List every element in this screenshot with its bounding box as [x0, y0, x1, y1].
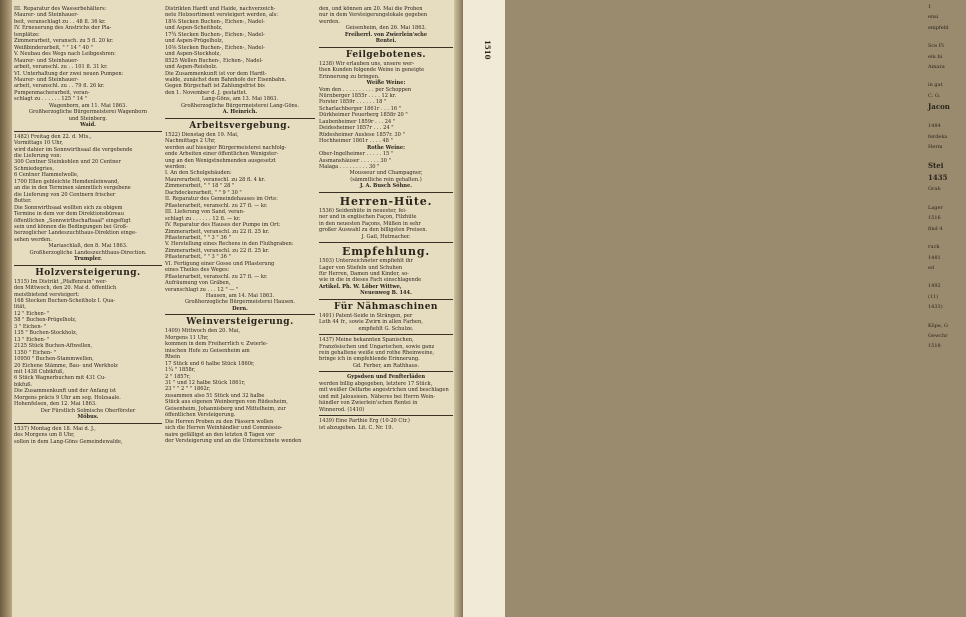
- col1-line: beit, veranschlagt zu . . 48 fl. 36 kr.: [14, 18, 106, 25]
- col2-line: 10⅜ Stecken Buchen-, Eichen-, Nadel-: [165, 44, 265, 51]
- col2-line: Hausen, am 14. Mai 1863.: [205, 293, 275, 300]
- col3-line: empfiehlt G. Schulze.: [358, 325, 414, 332]
- col2-line: 17 Stück und 6 halbe Stück 1860r,: [165, 360, 255, 367]
- col1-line: herzoglicher Landeszuchthaus-Direktion einge-: [14, 230, 137, 237]
- next-page-fragment: Gewchr: [928, 332, 948, 339]
- col3-line: Weiße Weine:: [366, 80, 406, 87]
- col2-line: Zimmerarbeit, veranschl. zu 22 fl. 25 kr.: [165, 228, 270, 235]
- divider: [319, 371, 453, 372]
- col1-line: Großherzogliche Landeszuchthaus-Direction.: [29, 249, 147, 256]
- col1-line: meistbietend versteigert:: [14, 291, 80, 298]
- next-page-fragment: Sce Fl: [928, 43, 944, 50]
- col1-line: VI. Unterhaltung der zwei neuen Pumpen:: [14, 70, 124, 77]
- col2-line: III. Lieferung von Sand, veran-: [165, 209, 245, 216]
- col1-line: Maurer- und Steinhauer-: [14, 76, 79, 83]
- next-page-fragment: find 4: [928, 225, 943, 232]
- col1-line: Hohenfelsen, den 12. Mai 1863.: [14, 401, 97, 408]
- col3-line: und mit Jalousieen. Näheres bei Herrn Wein-: [319, 393, 436, 400]
- col1-line: IV. Erneuerung des Anstrichs der Pla-: [14, 25, 112, 32]
- col1-line: Schmiedegries,: [14, 165, 54, 172]
- col3-line: Erinnerung zu bringen.: [319, 73, 380, 80]
- col3-line: großer Auswahl zu den billigsten Preisen.: [319, 227, 428, 234]
- col2-line: Zimmerarbeit, veranschl. zu 22 fl. 25 kr.: [165, 247, 270, 254]
- col3-line: Nürnberger 1855r . . . . 12 kr.: [319, 92, 397, 99]
- col2-line: V. Herstellung eines Rechens in den Fluthgraben:: [165, 241, 294, 248]
- col2-line: A. Heinrich.: [222, 109, 258, 116]
- col2-line: Arbeitsvergebung.: [189, 120, 291, 131]
- col1-line: Waid.: [80, 122, 96, 129]
- next-page-fragment: Lager: [928, 204, 943, 211]
- col2-line: Stück aus eigenen Weinbergen von Rüdesheim,: [165, 399, 288, 406]
- next-page-fragment: Amara: [928, 64, 945, 71]
- col3-line: nur in dem Versteigerungslokale gegeben: [319, 12, 428, 19]
- col2-line: naire gefälligst an den letzten 8 Tagen vor: [165, 431, 275, 438]
- divider: [319, 242, 453, 243]
- col3-line: wie in die in dieses Fach einschlagende: [319, 277, 422, 284]
- col1-line: sollen in dem Lang-Göns Gemeindewalde,: [14, 438, 123, 445]
- divider: [319, 334, 453, 335]
- col1-line: schlagt zu . . . . . . 125 " 14 ": [14, 96, 88, 103]
- col3-line: Hochheimer 1861r . . . . 48 ": [319, 138, 393, 145]
- col1-line: den Mittwoch, den 20. Mai d. öffentlich: [14, 285, 117, 292]
- col2-line: Dern.: [232, 305, 248, 312]
- next-page-fragment: ed: [928, 264, 935, 271]
- col2-line: schlagt zu . . . . . . 12 fl. — kr.: [165, 215, 241, 222]
- col2-line: Distrikten Hardt und Haide, nachverzeich-: [165, 6, 276, 12]
- next-page-fragment: 1481: [928, 254, 941, 261]
- col2-line: Aufräumung von Gräben,: [165, 280, 231, 287]
- col1-line: Die Sonnwirthsaal wollten sich zu obigem: [14, 204, 123, 211]
- col3-line: Vom den . . . . . . . . . . per Schoppen: [319, 86, 412, 93]
- col2-line: II. Reparatur des Gemeindehauses im Orte:: [165, 196, 278, 203]
- col2-line: Großherzogliche Bürgermeisterei Lang-Göns.: [180, 102, 300, 109]
- col3-line: J. Gail, Hutmacher.: [361, 233, 411, 240]
- col1-line: Weißbinderarbeit, " " 14 " 40 ": [14, 44, 93, 51]
- col2-line: nete Holzsortiment versteigert werden, als:: [165, 12, 278, 19]
- next-page-fragment: 1484: [928, 123, 941, 130]
- col2-line: 1409) Mittwoch den 20. Mai,: [165, 328, 241, 335]
- col2-line: der Versteigerung und an die Untereichnete wenden: [165, 438, 302, 445]
- next-page-fragment: 1492: [928, 283, 941, 290]
- col1-line: an die in den Terminen sämmtlich vergebene: [14, 185, 131, 192]
- col3-line: 1439) Eine Parthie Erg (10-20 Ctr.): [319, 418, 410, 425]
- col3-line: bringe ich in empfehlende Erinnerung.: [319, 356, 420, 363]
- col1-line: und Steinberg.: [68, 115, 108, 122]
- col2-line: veranschlagt zu . . . 12 " — ": [165, 286, 239, 293]
- col3-line: Geisenheim, den 26. Mai 1863.: [345, 25, 427, 32]
- col3-line: den, und können am 20. Mai die Proben: [319, 6, 423, 12]
- col3-line: mit weißer Oelfarbe angestrichen und beschlagen: [319, 387, 449, 394]
- column-right: [319, 6, 453, 612]
- col2-line: und Aspen-Stockholz,: [165, 51, 221, 58]
- col2-line: ung an den Wenigstnehmenden ausgesetzt: [165, 157, 276, 164]
- col2-line: werden auf hiesiger Bürgermeisterei nachfolg-: [165, 144, 287, 151]
- col3-line: Herren-Hüte.: [339, 194, 433, 208]
- next-page-fragment: Grab: [928, 186, 941, 193]
- col1-line: sehen werden.: [14, 236, 52, 243]
- col3-line: 1491) Patent-Seide in Strängen, per: [319, 312, 413, 319]
- next-page-edge: [462, 0, 950, 617]
- next-page-fragment: Köpe, G: [928, 322, 948, 329]
- col1-line: Großherzogliche Bürgermeisterei Wagenborn: [28, 109, 148, 116]
- col3-line: Gypsdsen und Fenfterläden: [346, 374, 426, 381]
- col3-line: Ober-Ingelheimer . . . . . 15 ": [319, 151, 394, 158]
- page-gutter: [454, 0, 462, 617]
- col1-line: 12 " Eichen- ": [14, 310, 50, 317]
- col1-line: Trumpler.: [74, 256, 102, 263]
- col1-line: wird dahier im Sonnwirthsaal die vergebende: [14, 146, 133, 153]
- col3-line: Freiherrl. von Zwierlein'sche: [344, 31, 428, 38]
- col1-line: sein und können die Bedingungen bei Groß-: [14, 223, 128, 230]
- next-page-fragment: C. G.: [928, 92, 941, 99]
- col1-line: mit 1438 Cubikfuß,: [14, 369, 65, 376]
- col1-line: 58 " Buchen-Prügelholz,: [14, 317, 77, 324]
- divider: [319, 47, 453, 48]
- next-page-fragment: 1518: [928, 343, 941, 350]
- col2-line: Nachmittags 2 Uhr,: [165, 138, 216, 145]
- col2-line: inischen Hofe zu Geisenheim am: [165, 347, 250, 354]
- col1-line: Zimmerarbeit, veransch. zu 5 fl. 20 kr.: [14, 38, 114, 45]
- col2-line: 18⅜ Stecken Buchen-, Eichen-, Nadel-: [165, 18, 265, 25]
- col3-line: Für Nähmaschinen: [334, 301, 438, 312]
- col1-line: Die Zusammenkunft und der Anfang ist: [14, 388, 117, 395]
- divider: [165, 118, 315, 119]
- col1-line: 300 Centner Steinkohlen und 20 Centner: [14, 159, 121, 166]
- next-page-fragment: ruch: [928, 244, 940, 251]
- col2-line: 1¼ " 1858r,: [165, 367, 196, 374]
- col3-line: Dürkheimer Feuerberg 1858r 20 ": [319, 112, 408, 119]
- col2-line: Maurerarbeit, veranschl. zu 28 fl. 4 kr.: [165, 176, 266, 183]
- col1-line: arbeit, veranschl. zu . . 79 fl. 26 kr.: [14, 83, 105, 90]
- col3-line: Lager von Stiefeln und Schuhen: [319, 264, 403, 271]
- col3-line: (sämmtliche rein gehalten.): [350, 176, 422, 183]
- col3-line: ist abzugeben. Lit. C. Nr. 19.: [319, 424, 394, 431]
- next-page-fragment: Herm: [928, 144, 943, 151]
- col1-line: Morgens präcis 9 Uhr am sog. Holzsaale.: [14, 394, 121, 401]
- col1-line: 1515) Im Distrikt „Pfaffenrain" wer-: [14, 278, 107, 285]
- col2-line: werden:: [165, 163, 187, 170]
- col1-line: des Morgens um 8 Uhr,: [14, 432, 75, 439]
- col1-line: 2125 Stück Buchen-Aftwellen,: [14, 343, 93, 350]
- next-page-fragment: Stei: [928, 161, 944, 171]
- col2-line: Pflasterarbeit, " " 3 " 36 ": [165, 234, 231, 241]
- col1-line: 168 Stecken Buchen-Scheitholz I. Qua-: [14, 298, 115, 305]
- col2-line: 23 " " 2 " " 1862r,: [165, 386, 211, 393]
- col3-line: Deidesheimer 1857r . . . 24 ": [319, 125, 394, 132]
- book-binding: [0, 0, 12, 617]
- col2-line: und Aspen-Prügelholz,: [165, 38, 224, 45]
- col2-line: walde, zunächst dem Bahnhofe der Eisenbahn.: [165, 76, 287, 83]
- col2-line: 2 " 1857r,: [165, 373, 191, 380]
- col1-line: 6 Stück Wagnerbuchen mit 431 Cu-: [14, 375, 107, 382]
- col1-line: 13 " Eichen- ": [14, 336, 50, 343]
- col1-line: lität,: [14, 304, 27, 311]
- col2-line: öffentlichen Versteigerung.: [165, 412, 236, 419]
- col3-line: Malaga . . . . . . . . . 30 ": [319, 163, 380, 170]
- next-page-fragment: ein bi: [928, 53, 943, 60]
- col3-line: Laubenheimer 1859r . . . 24 ": [319, 118, 396, 125]
- col3-line: Feilgebotenes.: [345, 49, 427, 60]
- col1-line: 135 " Buchen-Stockholz,: [14, 330, 78, 337]
- col2-line: 31 " und 12 halbe Stück 1861r,: [165, 380, 246, 387]
- col3-line: Französischen und Ungarischen, sowie ganz: [319, 343, 435, 350]
- next-page-fragment: 1433): [928, 304, 943, 311]
- col3-line: Scharlachberger 1861r . . . 16 ": [319, 105, 402, 112]
- col2-line: Zimmerarbeit, " " 18 " 28 ": [165, 183, 235, 190]
- divider: [319, 192, 453, 193]
- column-middle: [165, 6, 315, 612]
- divider: [319, 415, 453, 416]
- col3-line: Gd. Ferber, am Rathhaus.: [352, 362, 420, 369]
- col1-line: Maurer- und Steinhauer-: [14, 12, 79, 19]
- col3-line: Assmanshäuser . . . . . . 30 ": [319, 157, 391, 164]
- col1-line: Möbus.: [77, 414, 99, 421]
- col2-line: Lang-Göns, am 13. Mai 1863.: [201, 96, 279, 103]
- col1-line: bikfuß.: [14, 381, 33, 388]
- col1-line: Vormittags 10 Uhr,: [14, 140, 63, 147]
- col2-line: VI. Fertigung einer Gosse und Pflasterung: [165, 260, 275, 267]
- col1-line: III. Reparatur des Wasserbehälters:: [14, 6, 107, 12]
- divider: [14, 423, 162, 424]
- col2-line: IV. Reparatur des Hauses der Pumpe im Ort:: [165, 222, 281, 229]
- col1-line: Mariaschlaß, den 8. Mai 1863.: [48, 243, 128, 250]
- col3-line: werden.: [319, 18, 340, 25]
- next-page-fragments: [928, 4, 966, 362]
- col1-line: öffentlichen „Sonnwirthschaftsaal" eingefügt: [14, 217, 131, 224]
- next-page-fragment: empfehl: [928, 24, 949, 31]
- col3-line: 1437) Meine bekannten Spanischen,: [319, 337, 414, 344]
- col3-line: ner und in englischen Façon, Filzhüte: [319, 214, 417, 221]
- col1-line: Maurer- und Steinhauer-: [14, 57, 79, 64]
- col3-line: J. A. Busch Söhne.: [359, 183, 412, 190]
- col2-line: eines Theiles des Weges:: [165, 267, 230, 274]
- col3-line: händler von Zwierlein'schen Rentei in: [319, 400, 418, 407]
- col3-line: 1536) Seidenhüte in neuester, fei-: [319, 207, 407, 214]
- col3-line: Neuenweg B. 144.: [360, 290, 412, 297]
- col3-line: Empfehlung.: [342, 245, 430, 259]
- col1-line: tenplätze:: [14, 31, 40, 38]
- col2-line: Dachdeckerarbeit, " " 9 " 30 ": [165, 189, 242, 196]
- col1-line: 1482) Freitag den 22. d. Mts.,: [14, 133, 92, 140]
- col2-line: Die Herren Proben zu den Fässern wollen: [165, 418, 274, 425]
- col1-line: arbeit, veranschl. zu . . 101 fl. 31 kr.: [14, 64, 108, 71]
- col2-line: Die Zusammenkunft ist vor dem Hardt-: [165, 70, 267, 77]
- divider: [14, 131, 162, 132]
- col1-line: Holzversteigerung.: [35, 267, 141, 278]
- col3-line: für Herren, Damen und Kinder, so-: [319, 270, 409, 277]
- col1-line: 10950 " Buchen-Stammwellen,: [14, 356, 94, 363]
- next-page-fragment: (11): [928, 293, 939, 300]
- col1-line: 3 " Eichen- ": [14, 323, 47, 330]
- col3-line: then Kunden folgende Weine in geneigte: [319, 67, 425, 74]
- col1-line: Termine in dem vor dem Direktionsbüreau: [14, 211, 124, 218]
- col1-line: 1700 Ellen gebleichte Hemdenleinwand,: [14, 178, 120, 185]
- divider: [14, 265, 162, 266]
- col2-line: den 1. November d. J. gestattet.: [165, 89, 248, 96]
- col1-line: die Lieferung von 20 Centnern frischer: [14, 191, 116, 198]
- column-left: [14, 6, 162, 612]
- col1-line: 6 Centner Hammelwolle,: [14, 172, 79, 179]
- col2-line: Weinversteigerung.: [186, 317, 294, 328]
- col1-line: 20 Eichene Stämme, Bau- und Werkholz: [14, 362, 118, 369]
- next-page-fragment: 1: [928, 4, 932, 10]
- col2-line: und Aspen-Scheitholz,: [165, 25, 223, 32]
- col1-line: Wagenborn, am 11. Mai 1863.: [49, 102, 127, 109]
- col2-line: kommen in dem Freiherrlich v. Zwierle-: [165, 341, 268, 348]
- col2-line: Pflasterarbeit, " " 3 " 36 ": [165, 254, 231, 261]
- col2-line: 1522) Dienstag den 19. Mai,: [165, 131, 239, 138]
- col3-line: Rothe Weine:: [366, 144, 405, 151]
- col1-line: Pumpenmacherarbeit, veran-: [14, 89, 90, 96]
- col2-line: Pflasterarbeit, veranschl. zu 27 fl. — kr.: [165, 273, 268, 280]
- col2-line: 8525 Wellen Buchen-, Eichen-, Nadel-: [165, 57, 263, 64]
- col3-line: Forster 1859r . . . . . . 18 ": [319, 99, 387, 106]
- col1-line: die Lieferung von:: [14, 152, 62, 159]
- col2-line: Rhein: [165, 354, 181, 361]
- col3-line: 1503) Unterzeichneter empfiehlt ihr: [319, 258, 413, 265]
- divider: [165, 314, 315, 315]
- col1-line: V. Neubau des Wegs nach Leibgeshren:: [14, 51, 116, 58]
- divider: [319, 299, 453, 300]
- col2-line: I. An den Schulgebäuden:: [165, 170, 232, 177]
- col3-line: Mousseur und Champagner,: [349, 170, 423, 177]
- col1-line: 1350 " Eichen- ": [14, 349, 57, 356]
- col2-line: 17¾ Stecken Buchen-, Eichen-, Nadel-: [165, 31, 265, 38]
- col2-line: ende Arbeiten einer öffentlichen Wenigster-: [165, 151, 279, 158]
- next-page-fragment: ensi: [928, 14, 939, 21]
- col2-line: Pflasterarbeit, veranschl. zu 27 fl. — kr.: [165, 202, 268, 209]
- col3-line: Rüdesheimer Auslese 1857r. 30 ": [319, 131, 405, 138]
- col3-line: werden billig abgegeben, letztere 17 Stück,: [319, 380, 433, 387]
- page-number: 1510: [483, 40, 492, 60]
- col3-line: Loth 44 fr., sowie Zwirn in allen Farben,: [319, 319, 423, 326]
- next-page-fragment: Jacon: [928, 102, 950, 112]
- next-page-fragment: ferdeka: [928, 133, 948, 140]
- col3-line: Winnerod. (1410): [319, 406, 365, 413]
- col1-line: Butter.: [14, 198, 32, 205]
- col3-line: Rentei.: [375, 38, 397, 45]
- col2-line: Morgens 11 Uhr,: [165, 334, 209, 341]
- col2-line: sich die Herren Weinhändler und Commissio-: [165, 425, 283, 432]
- col2-line: zusammen also 51 Stück und 32 halbe: [165, 392, 265, 399]
- col2-line: Gegen Bürgschaft ist Zahlungsfrist bis: [165, 83, 265, 90]
- next-page-fragment: 1435: [928, 173, 948, 183]
- col3-line: rein gehaltene weiße und rothe Rheinweine,: [319, 350, 435, 357]
- col3-line: Artikel. Ph. W. Löber Wittwe,: [319, 283, 402, 290]
- col2-line: Großherzogliche Bürgermeisterei Hausen.: [184, 299, 296, 306]
- col2-line: und Aspen-Reisholz.: [165, 64, 218, 71]
- col1-line: Der Fürstlich Solmische Oberförster: [40, 407, 136, 414]
- col2-line: Geisenheim, Johannisberg und Mittelheim, zur: [165, 405, 286, 412]
- next-page-fragment: in gat: [928, 82, 943, 89]
- col3-line: 1238) Wir erlauben uns, unsere wer-: [319, 60, 415, 67]
- col1-line: 1537) Montag den 18. Mai d. J.,: [14, 425, 96, 432]
- next-page-fragment: 1516: [928, 215, 941, 222]
- col3-line: in den neuesten Façons, Müßen in sehr: [319, 220, 421, 227]
